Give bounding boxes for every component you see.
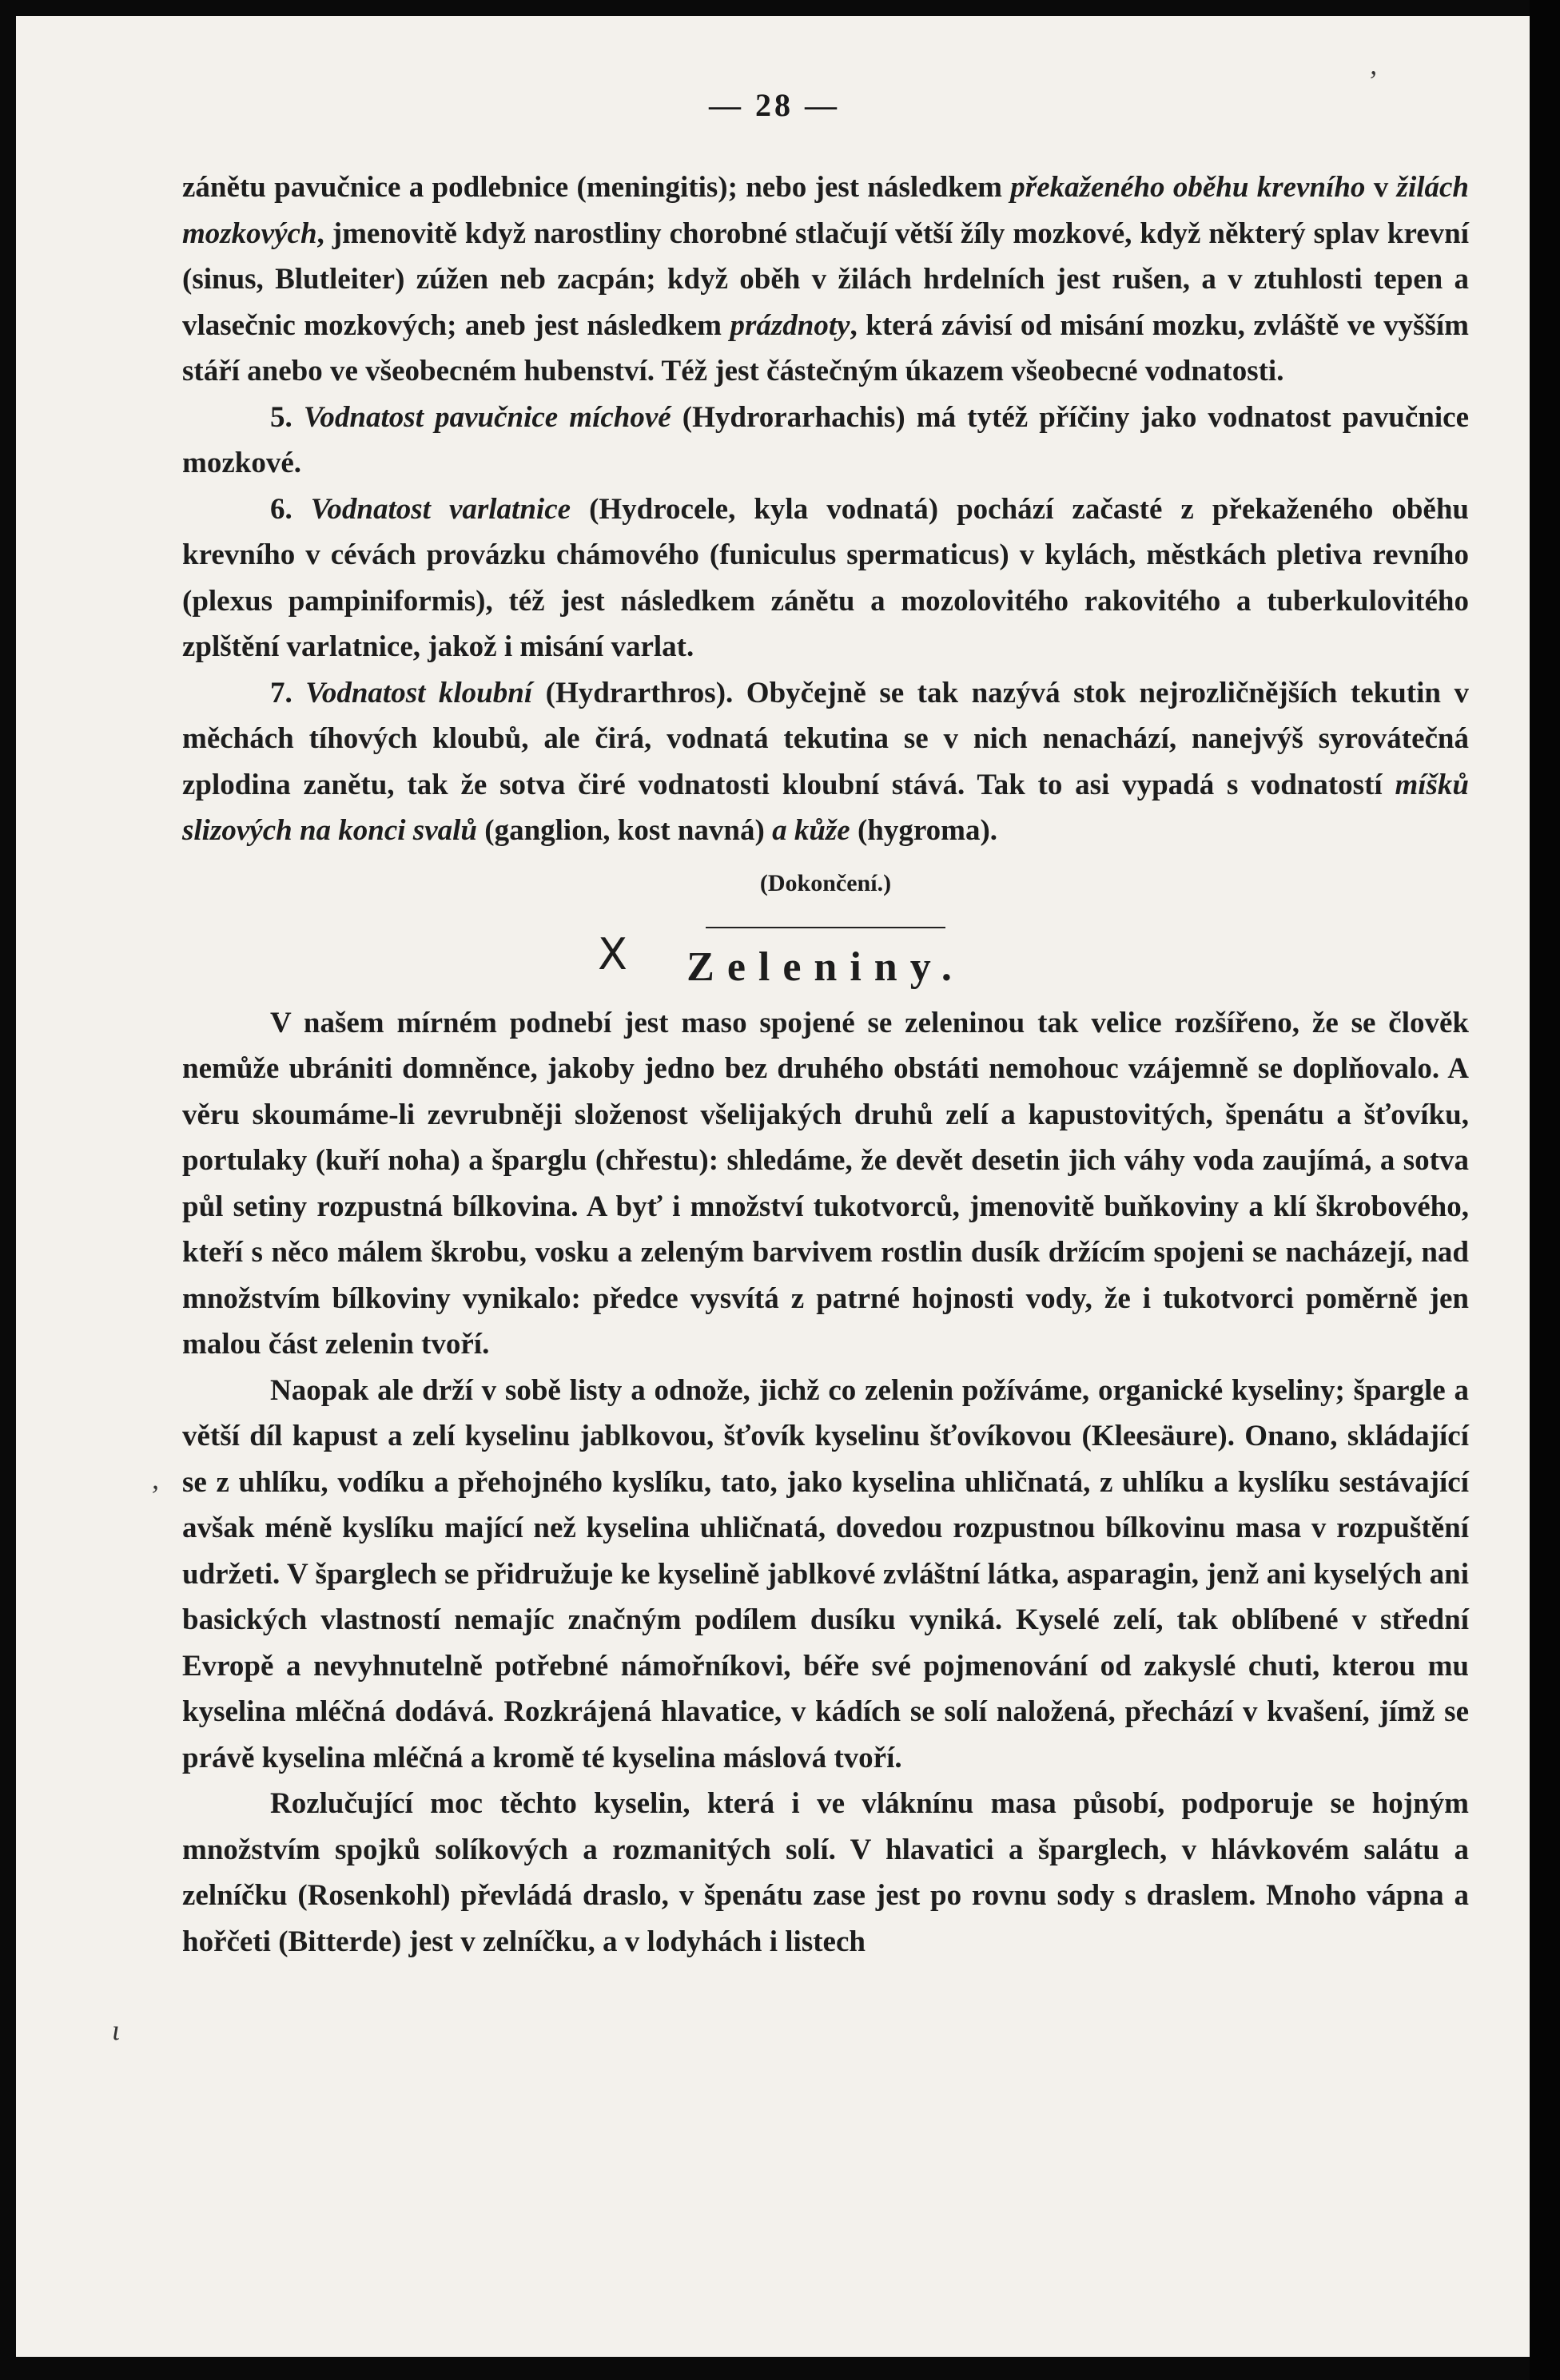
body-text: [182, 165, 1469, 1965]
paragraph: Naopak ale drží v sobě listy a odnože, jichž co zelenin požíváme, organické kyseliny; špargle a větší díl kapust a zelí kyselinu jablkovou, šťovík kyselinu šťovíkovou (Kleesäure). Onano, skládající se z uhlíku, vodíku a přehojného kyslíku, tato, jako kyselina uhličnatá, z uhlíku a kyslíku sestávající avšak méně kyslíku mající než kyselina uhličnatá, dovedou rozpustnou bílkovinu masa v rozpuštění udržeti. V šparglech se přidružuje ke kyselině jablkové zvláštní látka, asparagin, jenž ani kyselých ani basických vlastností nemajíc značným podílem dusíku vyniká. Kyselé zelí, tak oblíbené v střední Evropě a nevyhnutelně potřebné námořníkovi, béře své pojmenování od zakyslé chuti, kterou mu kyselina mléčná dodává. Rozkrájená hlavatice, v kádích se solí naložená, přechází v kvašení, jímž se právě kyselina mléčná a kromě té kyselina máslová tvoří.: [182, 1373, 1469, 1774]
paragraph: 6. Vodnatost varlatnice (Hydrocele, kyla vodnatá) pochází začasté z překaženého oběhu krevního v cévách provázku chámového (funiculus spermaticus) v kylách, městkách pletiva revního (plexus pampiniformis), též jest následkem zánětu a mozolovitého rakovitého a tuberkulovitého zplštění varlatnice, jakož i misání varlat.: [182, 492, 1470, 663]
document-page: [16, 16, 1533, 2357]
article-continuation: [182, 165, 1469, 854]
paragraph: 7. Vodnatost kloubní (Hydrarthros). Obyčejně se tak nazývá stok nejrozličnějších tekutin v měchách tíhových kloubů, ale čirá, vodnatá tekutina se v nich nenachází, nanejvýš syrovátečná zplodina zanětu, tak že sotva čiré vodnatosti kloubní stává. Tak to asi vypadá s vodnatostí míšků slizových na konci svalů (ganglion, kost navná) a kůže (hygroma).: [182, 676, 1469, 847]
article-body: [182, 1000, 1469, 1965]
paragraph: zánětu pavučnice a podlebnice (meningitis); nebo jest následkem překaženého oběhu krevního v žilách mozkových, jmenovitě když narostliny chorobné stlačují větší žíly mozkové, když některý splav krevní (sinus, Blutleiter) zúžen neb zacpán; když oběh v žilách hrdelních jest rušen, a v ztuhlosti tepen a vlasečnic mozkových; aneb jest následkem prázdnoty, která závisí od misání mozku, zvláště ve vyšším stáří anebo ve všeobecném hubenství. Též jest částečným úkazem všeobecné vodnatosti.: [182, 171, 1470, 387]
paragraph: Rozlučující moc těchto kyselin, která i ve vláknínu masa působí, podporuje se hojným množstvím spojků solíkových a rozmanitých solí. V hlavatici a šparglech, v hlávkovém salátu a zelníčku (Rosenkohl) převládá draslo, v špenátu zase jest po rovnu sody s draslem. Mnoho vápna a hořčeti (Bitterde) jest v zelníčku, a v lodyhách i listech: [182, 1787, 1469, 1958]
paragraph: V našem mírném podnebí jest maso spojené se zeleninou tak velice rozšířeno, že se člověk nemůže ubrániti domněnce, jakoby jedno bez druhého obstáti nemohouc vzájemně se doplňovalo. A věru skoumáme-li zevrubněji složenost všelijakých druhů zelí a kapustovitých, špenátu a šťovíku, portulaky (kuří noha) a šparglu (chřestu): shledáme, že devět desetin jich váhy voda zaujímá, a sotva půl setiny rozpustná bílkovina. A byť i množství tukotvorců, jmenovitě buňkoviny a klí škrobového, kteří s něco málem škrobu, vosku a zeleným barvivem rostlin dusík držícím spojeni se nacházejí, nad množstvím bílkoviny vynikalo: předce vysvítá z patrné hojnosti vody, že i tukotvorci poměrně jen malou část zelenin tvoří.: [182, 1006, 1469, 1361]
section-divider: [706, 927, 945, 928]
scan-edge: [1530, 0, 1560, 2380]
paragraph: 5. Vodnatost pavučnice míchové (Hydrorarhachis) má tytéž příčiny jako vodnatost pavučnice mozkové.: [182, 400, 1469, 479]
endnote: (Dokončení.): [759, 869, 892, 896]
section-heading: [182, 929, 1469, 991]
margin-mark: ,: [152, 1463, 159, 1495]
margin-mark: ʼ: [1367, 65, 1376, 97]
page-number: — 28 —: [709, 87, 840, 123]
margin-mark: ι: [112, 2014, 121, 2046]
handwritten-mark: X: [598, 929, 627, 979]
section-title: Zeleniny.: [686, 944, 965, 990]
